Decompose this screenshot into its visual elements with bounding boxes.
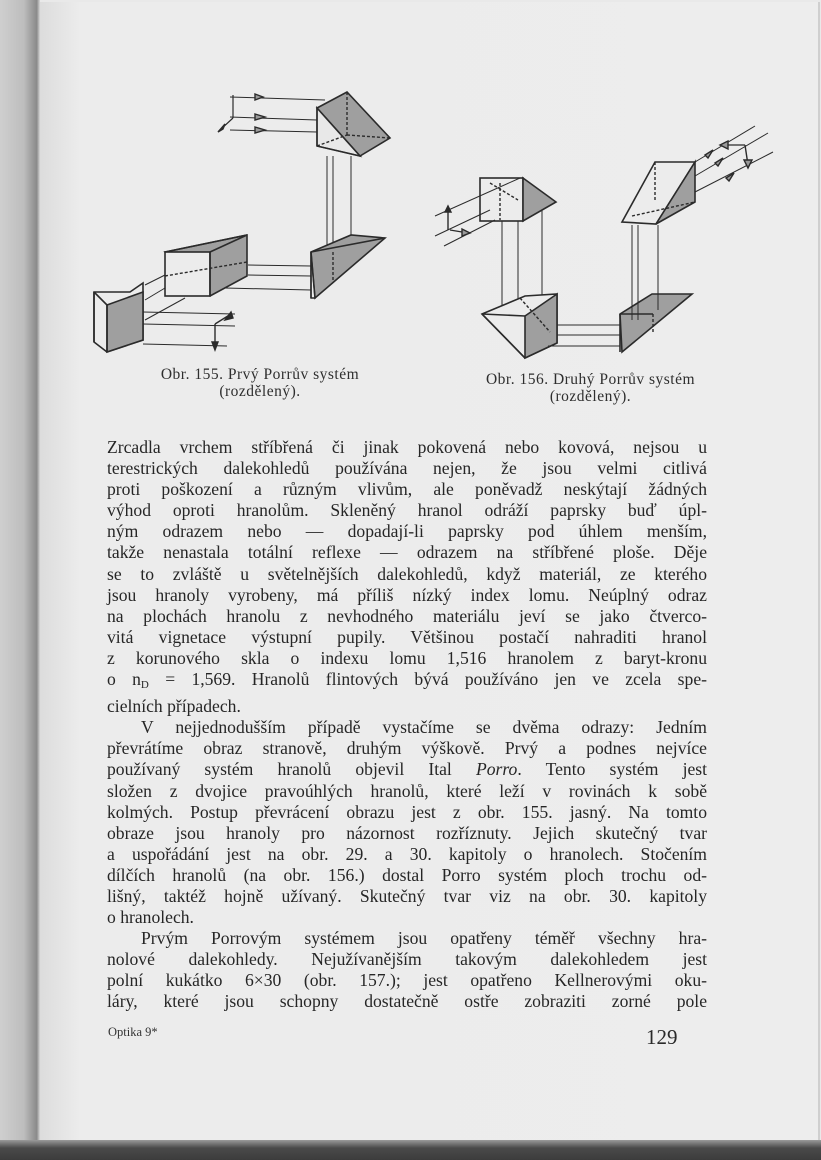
body-text [107, 437, 707, 1013]
paragraph-3 [107, 928, 707, 1012]
caption-line: Obr. 155. Prvý Porrův systém [160, 366, 360, 383]
text-line: láry, které jsou schopny dostatečně ostře zobraziti zorné pole [107, 991, 707, 1012]
text-line: dílčích hranolů (na obr. 156.) dostal Porro systém ploch trochu od- [107, 864, 707, 885]
paragraph-2 [107, 717, 707, 928]
caption-line: Obr. 156. Druhý Porrův systém [485, 371, 696, 388]
text: o n [107, 669, 141, 690]
figure-156-porro-system-2 [420, 120, 790, 370]
text-line: složen z dvojice pravoúhlých hranolů, které leží v rovinách k sobě [107, 780, 707, 801]
text-line: V nejjednodušším případě vystačíme se dvěma odrazy: Jedním [141, 717, 707, 738]
text-line: a uspořádání jest na obr. 29. a 30. kapitoly o hranolech. Stočením [107, 843, 707, 864]
prism-diagram-icon [85, 80, 405, 360]
figure-155-porro-system-1 [85, 80, 405, 360]
text-line: vitá vignetace výstupní pupily. Většinou postačí nahraditi hranol [107, 626, 707, 647]
prism-diagram-icon [420, 120, 790, 370]
text-line: o hranolech. [107, 907, 194, 928]
text-line: obraze jsou hranoly pro názornost rozříznuty. Jejich skutečný tvar [107, 822, 707, 843]
figure-155-caption [140, 366, 380, 400]
italic-name: Porro [475, 759, 518, 780]
subscript: D [140, 679, 149, 692]
text-line: výhod oproti hranolům. Skleněný hranol odráží paprsky buď úpl- [107, 500, 707, 521]
page-number: 129 [646, 1025, 678, 1049]
text-line: ným odrazem nebo — dopadají-li paprsky pod úhlem menším, [107, 521, 707, 542]
text-line: jsou hranoly vyrobeny, má příliš nízký index lomu. Neúplný odraz [107, 584, 707, 605]
text-line: kolmých. Postup převrácení obrazu jest z obr. 155. jasný. Na tomto [107, 801, 707, 822]
text: používaný systém hranolů objevil Ital [107, 759, 476, 780]
text-line: se to zvláště u světelnějších dalekohledů, když materiál, ze kterého [107, 563, 707, 584]
text: . Tento systém jest [517, 759, 707, 780]
scan-bottom-edge [0, 1140, 821, 1160]
text-line: z korunového skla o indexu lomu 1,516 hranolem z baryt-kronu [107, 647, 707, 668]
text-line: lišný, taktéž hojně užívaný. Skutečný tvar viz na obr. 30. kapitoly [107, 885, 707, 906]
text-line-porro [107, 759, 707, 780]
book-spine-shadow [0, 0, 40, 1160]
text-line: polní kukátko 6×30 (obr. 157.); jest opatřeno Kellnerovými oku- [107, 970, 707, 991]
text-line: Zrcadla vrchem stříbřená či jinak pokovená nebo kovová, nejsou u [107, 437, 707, 457]
text-line: nolové dalekohledy. Nejužívanějším takovým dalekohledem jest [107, 949, 707, 970]
printer-signature: Optika 9* [108, 1025, 158, 1039]
text: = 1,569. Hranolů flintových bývá používáno jen ve zcela spe- [148, 669, 707, 690]
figure-156-caption [448, 371, 733, 405]
text-line: proti poškození a různým vlivům, ale poněvadž neskýtají žádných [107, 479, 707, 500]
text-line-formula [107, 669, 707, 696]
text-line: Prvým Porrovým systémem jsou opatřeny téměř všechny hra- [141, 928, 707, 949]
text-line: cielních případech. [107, 696, 241, 717]
paragraph-1 [107, 437, 707, 717]
caption-line: (rozdělený). [549, 388, 632, 405]
caption-line: (rozdělený). [219, 383, 301, 400]
text-line: na plochách hranolu z nevhodného materiálu jeví se jako čtverco- [107, 605, 707, 626]
text-line: terestrických dalekohledů používána nejen, že jsou velmi citlivá [107, 458, 707, 479]
text-line: převrátíme obraz stranově, druhým výškově. Prvý a podnes nejvíce [107, 738, 707, 759]
text-line: takže nenastala totální reflexe — odrazem na stříbřené ploše. Děje [107, 542, 707, 563]
